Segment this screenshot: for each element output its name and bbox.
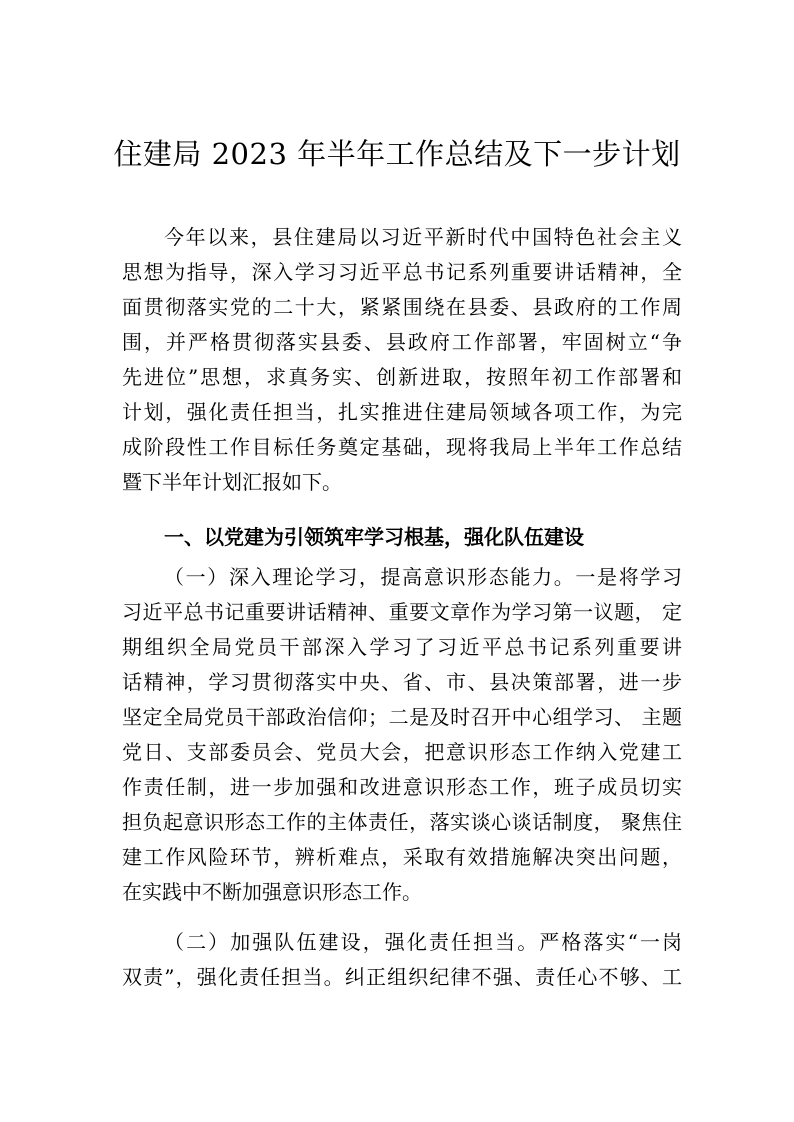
subsection-line: （一）深入理论学习，提高意识形态能力。一是将学习 (164, 565, 682, 589)
subsection-line: 在实践中不断加强意识形态工作。 (122, 880, 422, 904)
subsection-line: 坚定全局党员干部政治信仰；二是及时召开中心组学习、 主题 (122, 705, 682, 729)
subsection-line: 作责任制，进一步加强和改进意识形态工作，班子成员切实 (122, 775, 682, 799)
intro-line: 今年以来，县住建局以习近平新时代中国特色社会主义 (164, 225, 682, 249)
section-heading: 一、以党建为引领筑牢学习根基，强化队伍建设 (164, 525, 584, 549)
subsection-line: 党日、支部委员会、党员大会，把意识形态工作纳入党建工 (122, 740, 682, 764)
subsection-line: 习近平总书记重要讲话精神、重要文章作为学习第一议题， 定 (122, 600, 682, 624)
intro-line: 暨下半年计划汇报如下。 (122, 470, 342, 494)
intro-line: 成阶段性工作目标任务奠定基础，现将我局上半年工作总结 (122, 435, 682, 459)
subsection-line: 双责”，强化责任担当。纠正组织纪律不强、责任心不够、工 (122, 965, 682, 989)
subsection-line: 担负起意识形态工作的主体责任，落实谈心谈话制度， 聚焦住 (122, 810, 682, 834)
subsection-line: （二）加强队伍建设，强化责任担当。严格落实“一岗 (164, 930, 682, 954)
intro-line: 先进位”思想，求真务实、创新进取，按照年初工作部署和 (122, 365, 682, 389)
intro-line: 计划，强化责任担当，扎实推进住建局领域各项工作，为完 (122, 400, 682, 424)
subsection-line: 期组织全局党员干部深入学习了习近平总书记系列重要讲 (122, 635, 682, 659)
intro-line: 围，并严格贯彻落实县委、县政府工作部署，牢固树立“争 (122, 330, 682, 354)
intro-line: 思想为指导，深入学习习近平总书记系列重要讲话精神，全 (122, 260, 682, 284)
intro-line: 面贯彻落实党的二十大，紧紧围绕在县委、县政府的工作周 (122, 295, 682, 319)
subsection-line: 话精神，学习贯彻落实中央、省、市、县决策部署，进一步 (122, 670, 682, 694)
subsection-line: 建工作风险环节，辨析难点，采取有效措施解决突出问题， (122, 845, 682, 869)
document-title: 住建局 2023 年半年工作总结及下一步计划 (113, 137, 681, 171)
